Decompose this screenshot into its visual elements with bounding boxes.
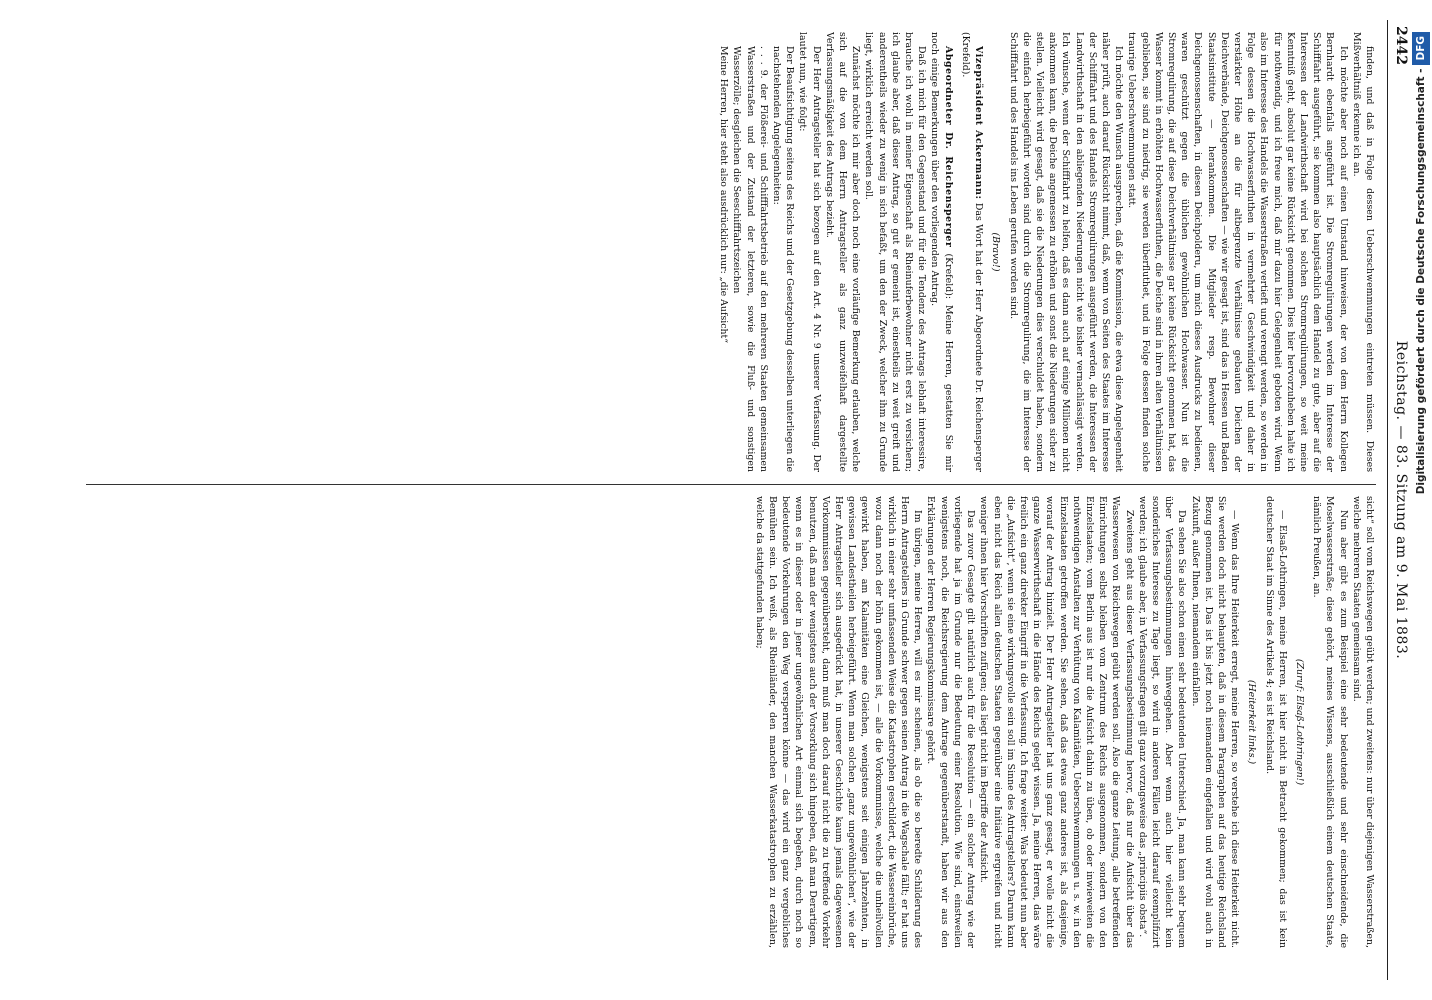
speaker-paragraph <box>928 32 954 472</box>
paragraph: finden, und daß in Folge dessen Ueberschwemmungen eintreten müssen. Dieses Mißverhältniß erkenne ich an. <box>1350 32 1375 472</box>
paragraph: Ich möchte aber noch auf einen Umstand hinweisen, der von dem Herrn Kollegen Bernhardt ebenfalls angeführt ist. Die Stromregulirungen werden im Interesse der Schifffahrt ausgeführt, sie kommen also hauptsächlich dem Handel zu gute, aber auf die Interessen der Landwirthschaft wird bei solchen Stromregulirungen, so weit meine Kenntniß geht, absolut gar keine Rücksicht genommen. Dies hier hervorzuheben halte ich für nothwendig, und ich freue mich, daß mir dazu hier Gelegenheit geboten wird. Wenn also im Interesse des Handels die Wasserstraßen vertieft und verengt werden, so werden in Folge dessen die Hochwasserfluthen in vermehrter Geschwindigkeit und daher in verstärkter Höhe an die für altbegrenzte Verhältnisse gebauten Deichen der Deichverbände, Deichgenossenschaften — wie wir gesagt ist, sind das in Hessen und Baden Staatsinstitute — herankommen. Die Mitglieder resp. Bewohner dieser Deichgenossenschaften, in diesen Deichpolderu, um mich dieses Ausdrucks zu bedienen, waren geschützt gegen die üblichen gewöhnlichen Hochwasser. Nun ist die Stromregulirung, die auf diese Deichverhältnisse gar keine Rücksicht genommen hat, das Wasser kommt in erhöhten Hochwasserfluthen, die Deiche sind in ihren alten Verhältnissen geblieben, sie sind zu niedrig, sie werden überfluthet, und in Folge dessen finden solche traurige Ueberschwemmungen statt. <box>1126 32 1349 472</box>
column-divider <box>86 484 1376 485</box>
right-text-column <box>86 496 1376 948</box>
paragraph: Daß ich mich für den Gegenstand und für die Tendenz des Antrags lebhaft interessire, brauche ich wohl in meiner Eigenschaft als Rheinuferbewohner nicht erst zu versichern; ich glaube aber, daß dieser Antrag, so gut er gemeint ist, einestheils zu weit greift und anderentheils wieder zu wenig in sich befaßt, um den der Zweck, welcher ihm zu Grunde liegt, wirklich erreicht werden soll. <box>863 32 928 472</box>
interjection: (Zuruf: Elsaß-Lothringen!) <box>1293 658 1305 786</box>
page-number: 2442 <box>1393 26 1409 65</box>
paragraph: — Wenn das Ihre Heiterkeit erregt, meine Herren, so verstehe ich diese Heiterkeit nicht. Sie werden doch nicht behaupten, daß in diesem Paragraphen auf das heutige Reichsland Bezug genommen ist. Das ist bis jetzt noch niemandem eingefallen und wird wohl auch in Zukunft, außer Ihnen, niemandem einfallen. <box>1189 496 1241 948</box>
quoted-text: Der Beaufsichtigung seitens des Reichs und der Gesetzgebung desselben unterliegen die nachstehenden Angelegenheiten: <box>771 46 796 472</box>
paragraph: Im übrigen, meine Herren, will es mir scheinen, als ob die so beredte Schilderung des Herrn Antragstellers in Grunde schwer gegen seinen Antrag in die Wagschale fällt; er hat uns wirklich in einer sehr umfassenden Weise die Katastrophen geschildert, die Wassereinbrüche, wozu dann noch der höhn gekommen ist, — alle die Vorkommnisse, welche die unheilvollen gewirkt haben, am Kalamitäten eine Gleichen, wenigstens seit einigen Jahrzehnten, in gewissen Landestheilen herbeigeführt. Wenn man solchen „ganz ungewöhnlichen“, wie der Herr Antragsteller sich ausgedrückt hat, in unserer Geschichte kaum jemals dagewesenen Vorkommnissen gegenübersteht, dann muß man doch darauf nicht die zu treffende Vorkehr benutzen, daß man der wenigstens auch der Vorsorklung sich hingeben, daß man Derartigem, wenn es in dieser oder in jener ungewöhnlichen Art einmal sich begeben, durch noch so bedeutende Vorkehrungen den Weg versperren könne — das wird ein ganz vergebliches Bemühen sein. Ich weiß, als Rheinländer, den manchen Wasserkatastrophen zu erzählen, welche da stattgefunden haben; <box>753 496 924 948</box>
dfg-sidebar <box>1410 0 1432 1000</box>
speaker-text: (Krefeld): Meine Herren, gestatten Sie mir noch einige Bemerkungen über den vorliegenden Antrag. <box>929 32 954 472</box>
interjection: (Bravo!) <box>990 232 1002 272</box>
paragraph: Meine Herren, hier steht also ausdrücklich nur: „die Aufsicht“ <box>718 46 730 344</box>
quoted-text: . . . 9. der Flößerei- und Schifffahrtsbetrieb auf den mehreren Staaten gemeinsamen Wasserstraßen und der Zustand der letzteren, sowie die Fluß- und sonstigen Wasserzölle; desgleichen die Seeschifffahrtszeichen <box>731 46 769 472</box>
page-title: Reichstag. — 83. Sitzung am 9. Mai 1883. <box>1393 340 1409 660</box>
speaker-paragraph <box>959 32 985 472</box>
interjection: (Heiterkeit links.) <box>1246 679 1258 765</box>
speaker-name: Abgeordneter Dr. Reichensperger <box>942 46 954 248</box>
left-text-column <box>86 32 1376 472</box>
paragraph: Zunächst möchte ich mir aber doch noch eine vorläufige Bemerkung erlauben, welche sich auf die von dem Herrn Antragsteller als ganz unzweifelhaft dargestellte Verfassungsmäßigkeit des Antrags bezieht. <box>823 32 862 472</box>
paragraph: — Elsaß-Lothringen, meine Herren, ist hier nicht in Betracht gekommen; das ist kein deutscher Staat im Sinne des Artikels 4; es ist Reichsland. <box>1263 496 1288 948</box>
paragraph: Da sehen Sie also schon einen sehr bedeutenden Unterschied. Ja, man kann sehr bequem über Verfassungsbestimmungen hinweggehen. Aber wenn auch hier vielleicht kein sonderliches Interesse zu Tage liegt, so wird in anderen Fällen leicht darauf exemplifizirt werden; ich glaube aber, in Verfassungsfragen gilt ganz vorzugsweise das „principiis obsta“. <box>1136 496 1188 948</box>
dfg-funding-note <box>1412 32 1430 992</box>
paragraph: Der Herr Antragsteller hat sich bezogen auf den Art. 4 Nr. 9 unserer Verfassung. Der lautet nun, wie folgt: <box>797 32 822 472</box>
paragraph: Zweitens geht aus dieser Verfassungsbestimmung hervor, daß nur die Aufsicht über das Wasserwesen von Reichswegen geübt werden soll. Also die ganze Leitung, alle betreffenden Einrichtungen selbst bleiben vom Zentrum des Reichs ausgenommen, sondern von den Einzelstaaten; vom Berlin aus ist nur die Aufsicht dahin zu üben, ob oder inwieweiten die nothwendigen Anstalten zur Verhütung von Kalamitäten, Ueberschwemmungen u. s. w. in den Einzelstaaten getroffen werden. Sie sehen, daß das etwas ganz anderes ist, als dasjenige, worauf der Antrag hinzielt. Der Herr Antragsteller hat uns ganz gesagt, er wolle nicht die ganze Wasserwirthschaft in die Hände des Reichs gelegt wissen. Ja, meine Herren, das wäre freilich ein ganz direkter Eingriff in die Verfassung. Ich frage weiter: Was bedeutet nun aber die „Aufsicht“, wenn sie eine wirkungsvolle sein soll im Sinne des Antragstellers? Darum kann eben nicht das Reich allen deutschen Staaten gegenüber eine Initiative ergreifen und nicht weniger ihnen hier Vorschriften zufügen; das liegt nicht im Begriffe der Aufsicht. <box>978 496 1135 948</box>
paragraph: sicht“ soll vom Reichswegen geübt werden; und zweitens: nur über diejenigen Wasserstraßen, welche mehreren Staaten gemeinsam sind. <box>1350 496 1375 948</box>
speaker-name: Vizepräsident Ackermann: <box>973 46 985 200</box>
paragraph: Das zuvor Gesagte gilt natürlich auch für die Resolution — ein solcher Antrag wie der vorliegende hat ja im Grunde nur die Bedeutung einer Resolution. Wie sind, einstweilen wenigstens noch, die Reichsregierung dem Antrage gegenüberstandt, haben wir aus den Erklärungen der Herren Regierungskommissare gehört. <box>925 496 977 948</box>
paragraph: Ich möchte den Wunsch aussprechen, daß die Kommission, die etwa diese Angelegenheit näher prüft, auch darauf Rücksicht nimmt, daß, wenn von Seiten des Staates im Interesse der Schifffahrt und des Handels Stromregulirungen ausgeführt werden, die Interessen der Landwirthschaft in den abliegenden Niederungen nicht wie bisher vernachlässigt werden. Ich wünsche, wenn der Schifffahrt zu helfen, daß es dann auch auf einige Millionen nicht ankommen kann, die Deiche angemessen zu erhöhen und sonst die Niederungen sicher zu stellen. Vielleicht wird gesagt, daß sie die Niederungen dies verschuldet haben, sondern die einfach herbeigeführt worden sind durch die Stromregulirung, die im Interesse der Schifffahrt und des Handels ins Leben gerufen worden sind. <box>1007 32 1125 472</box>
dfg-logo: DFG <box>1412 32 1430 65</box>
paragraph: Nun aber gibt es zum Beispiel eine sehr bedeutende und sehr einschneidende, die Moselwasserstraße; diese gehört, meines Wissens, ausschließlich einem deutschen Staate, nämlich Preußen, an. <box>1311 496 1349 948</box>
speaker-text: Das Wort hat der Herr Abgeordnete Dr. Reichensperger (Krefeld). <box>959 32 985 472</box>
dfg-funding-text: Digitalisierung gefördert durch die Deutsche Forschungsgemeinschaft - <box>1415 68 1427 495</box>
